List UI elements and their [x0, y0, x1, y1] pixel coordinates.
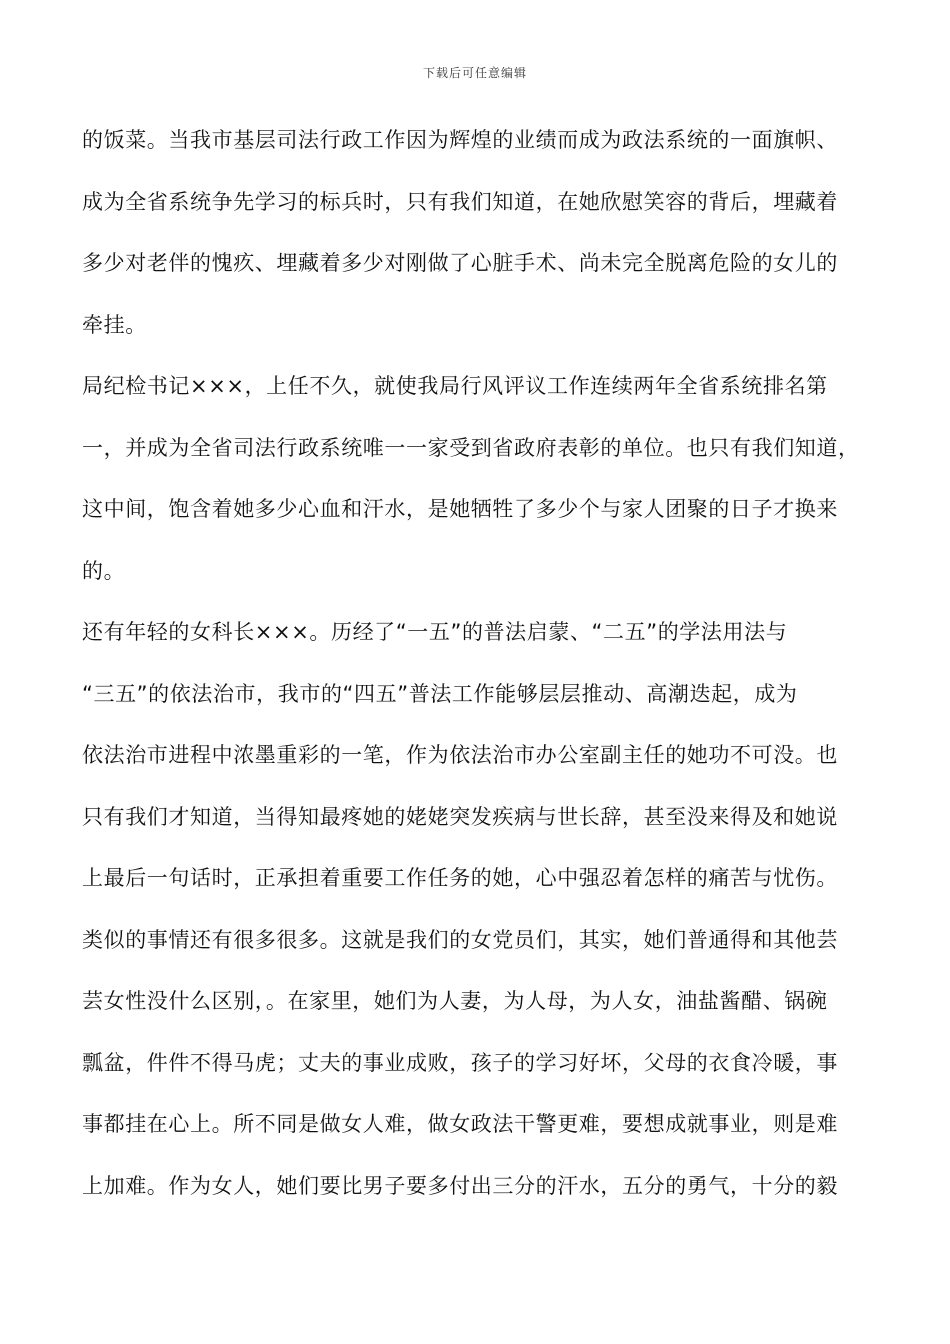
text-line: 还有年轻的女科长×××。历经了“一五”的普法启蒙、“二五”的学法用法与 [82, 620, 788, 644]
text-line: 的饭菜。当我市基层司法行政工作因为辉煌的业绩而成为政法系统的一面旗帜、 [82, 128, 838, 152]
text-line: 芸女性没什么区别，。在家里，她们为人妻，为人母，为人女，油盐酱醋、锅碗 [82, 989, 828, 1013]
document-body [82, 110, 872, 1217]
text-line: 这中间，饱含着她多少心血和汗水，是她牺牲了多少个与家人团聚的日子才换来 [82, 497, 838, 521]
text-line: 瓢盆，件件不得马虎；丈夫的事业成败，孩子的学习好坏，父母的衣食冷暖，事 [82, 1050, 838, 1075]
text-line: 多少对老伴的愧疚、埋藏着多少对刚做了心脏手术、尚未完全脱离危险的女儿的 [82, 251, 838, 275]
text-line: 类似的事情还有很多很多。这就是我们的女党员们，其实，她们普通得和其他芸 [82, 927, 838, 952]
page-header: 下载后可任意编辑 [422, 66, 527, 80]
text-line: 牵挂。 [82, 312, 147, 337]
text-line: 事都挂在心上。所不同是做女人难，做女政法干警更难，要想成就事业，则是难 [82, 1112, 838, 1136]
text-line: 只有我们才知道，当得知最疼她的姥姥突发疾病与世长辞，甚至没来得及和她说 [82, 804, 838, 829]
text-line: 上最后一句话时，正承担着重要工作任务的她，心中强忍着怎样的痛苦与忧伤。 [82, 866, 838, 890]
text-line: 依法治市进程中浓墨重彩的一笔，作为依法治市办公室副主任的她功不可没。也 [82, 743, 838, 767]
text-line: 一，并成为全省司法行政系统唯一一家受到省政府表彰的单位。也只有我们知道， [82, 435, 860, 460]
text-line: 成为全省系统争先学习的标兵时，只有我们知道，在她欣慰笑容的背后，埋藏着 [82, 189, 838, 214]
text-line: 上加难。作为女人，她们要比男子要多付出三分的汗水，五分的勇气，十分的毅 [82, 1173, 838, 1198]
text-line: 局纪检书记×××，上任不久，就使我局行风评议工作连续两年全省系统排名第 [82, 374, 828, 398]
text-line: 的。 [82, 558, 126, 583]
text-line: “三五”的依法治市，我市的“四五”普法工作能够层层推动、高潮迭起，成为 [82, 681, 798, 706]
